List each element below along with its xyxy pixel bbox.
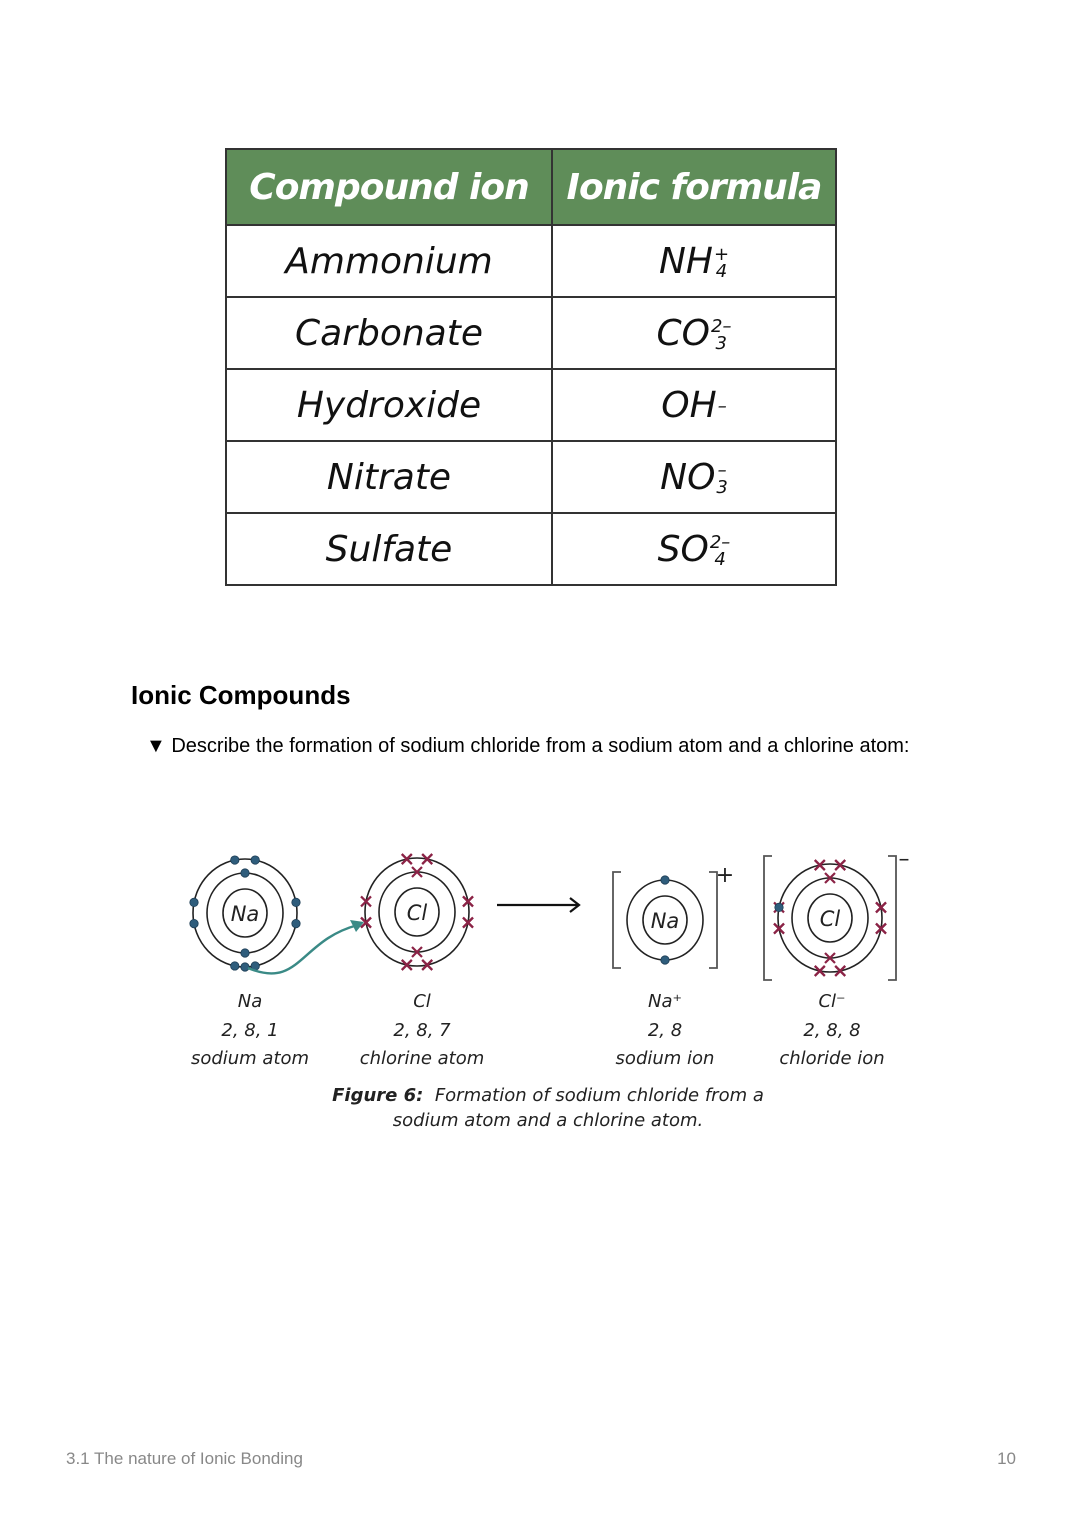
- compound-name: Carbonate: [226, 297, 552, 369]
- formula-base: OH: [661, 384, 717, 426]
- question: [146, 730, 946, 763]
- footer-title: 3.1 The nature of Ionic Bonding: [66, 1449, 303, 1468]
- nucleus-symbol: Na: [230, 902, 260, 926]
- formula-subscript: 3: [715, 332, 727, 354]
- ionic-formula: [552, 225, 836, 297]
- electron-transfer-arrow: [248, 925, 358, 974]
- electron-dot: [241, 869, 249, 877]
- formula-base: CO: [656, 312, 711, 354]
- electron-dot: [661, 956, 669, 964]
- formula-charge: +: [713, 243, 730, 265]
- caption-chloride-ion: [742, 988, 922, 1074]
- ionic-formula: [552, 441, 836, 513]
- ionic-formula: [552, 297, 836, 369]
- electron-dot: [241, 949, 249, 957]
- sodium-chloride-formation-diagram: [0, 840, 1080, 1000]
- electron-dot: [190, 898, 198, 906]
- reaction-arrow-icon: [497, 898, 579, 912]
- table-row: [226, 441, 836, 513]
- table-row: [226, 225, 836, 297]
- electron-dot: [292, 919, 300, 927]
- figure-label: Figure 6:: [332, 1085, 424, 1106]
- compound-name: Nitrate: [226, 441, 552, 513]
- caption-sodium-atom: [160, 988, 340, 1074]
- table-row: [226, 513, 836, 585]
- formula-base: NH: [658, 240, 713, 282]
- electron-dot: [775, 903, 783, 911]
- caption-symbol: Cl: [413, 991, 431, 1012]
- caption-name: sodium atom: [190, 1048, 310, 1069]
- formula-charge: 2–: [709, 531, 731, 553]
- formula-charge: –: [717, 396, 727, 417]
- formula-subscript: 4: [714, 548, 726, 570]
- triangle-bullet-icon: ▼: [146, 735, 166, 757]
- electron-dot: [661, 876, 669, 884]
- caption-sodium-ion: [575, 988, 755, 1074]
- nucleus-symbol: Cl: [819, 907, 841, 931]
- table-row: [226, 297, 836, 369]
- header-compound-ion: Compound ion: [226, 149, 552, 225]
- section-heading: Ionic Compounds: [131, 680, 351, 710]
- table-row: [226, 369, 836, 441]
- caption-symbol: Na⁺: [648, 991, 682, 1012]
- caption-symbol: Na: [237, 991, 263, 1012]
- electron-dot: [190, 919, 198, 927]
- formula-subscript: 3: [716, 476, 728, 498]
- caption-name: sodium ion: [615, 1048, 715, 1069]
- ion-charge: –: [898, 847, 910, 872]
- figure-caption: [300, 1083, 796, 1133]
- caption-config: 2, 8, 1: [221, 1019, 279, 1041]
- question-text: Describe the formation of sodium chloride from a sodium atom and a chlorine atom:: [171, 735, 910, 757]
- caption-symbol: Cl⁻: [818, 991, 846, 1012]
- compound-name: Sulfate: [226, 513, 552, 585]
- electron-dot: [241, 963, 249, 971]
- formula-base: NO: [660, 456, 716, 498]
- formula-base: SO: [657, 528, 709, 570]
- electron-dot: [231, 856, 239, 864]
- electron-dot: [292, 898, 300, 906]
- electron-dot: [251, 856, 259, 864]
- formula-subscript: 4: [715, 260, 728, 282]
- caption-config: 2, 8: [647, 1019, 683, 1041]
- caption-chlorine-atom: [332, 988, 512, 1074]
- compound-name: Hydroxide: [226, 369, 552, 441]
- figure-caption-text: Formation of sodium chloride from a sodium atom and a chlorine atom.: [392, 1085, 764, 1131]
- caption-config: 2, 8, 7: [393, 1019, 451, 1041]
- compound-name: Ammonium: [226, 225, 552, 297]
- formula-charge: 2–: [711, 315, 732, 337]
- caption-name: chloride ion: [779, 1048, 885, 1069]
- nucleus-symbol: Cl: [406, 901, 428, 925]
- ionic-formula: [552, 513, 836, 585]
- compound-ion-table: [225, 148, 837, 586]
- ion-charge: +: [715, 863, 735, 888]
- formula-charge: –: [717, 459, 727, 481]
- page-number: 10: [997, 1449, 1016, 1468]
- caption-config: 2, 8, 8: [803, 1019, 861, 1041]
- nucleus-symbol: Na: [650, 909, 680, 933]
- electron-dot: [231, 962, 239, 970]
- caption-name: chlorine atom: [359, 1048, 485, 1069]
- header-ionic-formula: Ionic formula: [552, 149, 836, 225]
- ionic-formula: [552, 369, 836, 441]
